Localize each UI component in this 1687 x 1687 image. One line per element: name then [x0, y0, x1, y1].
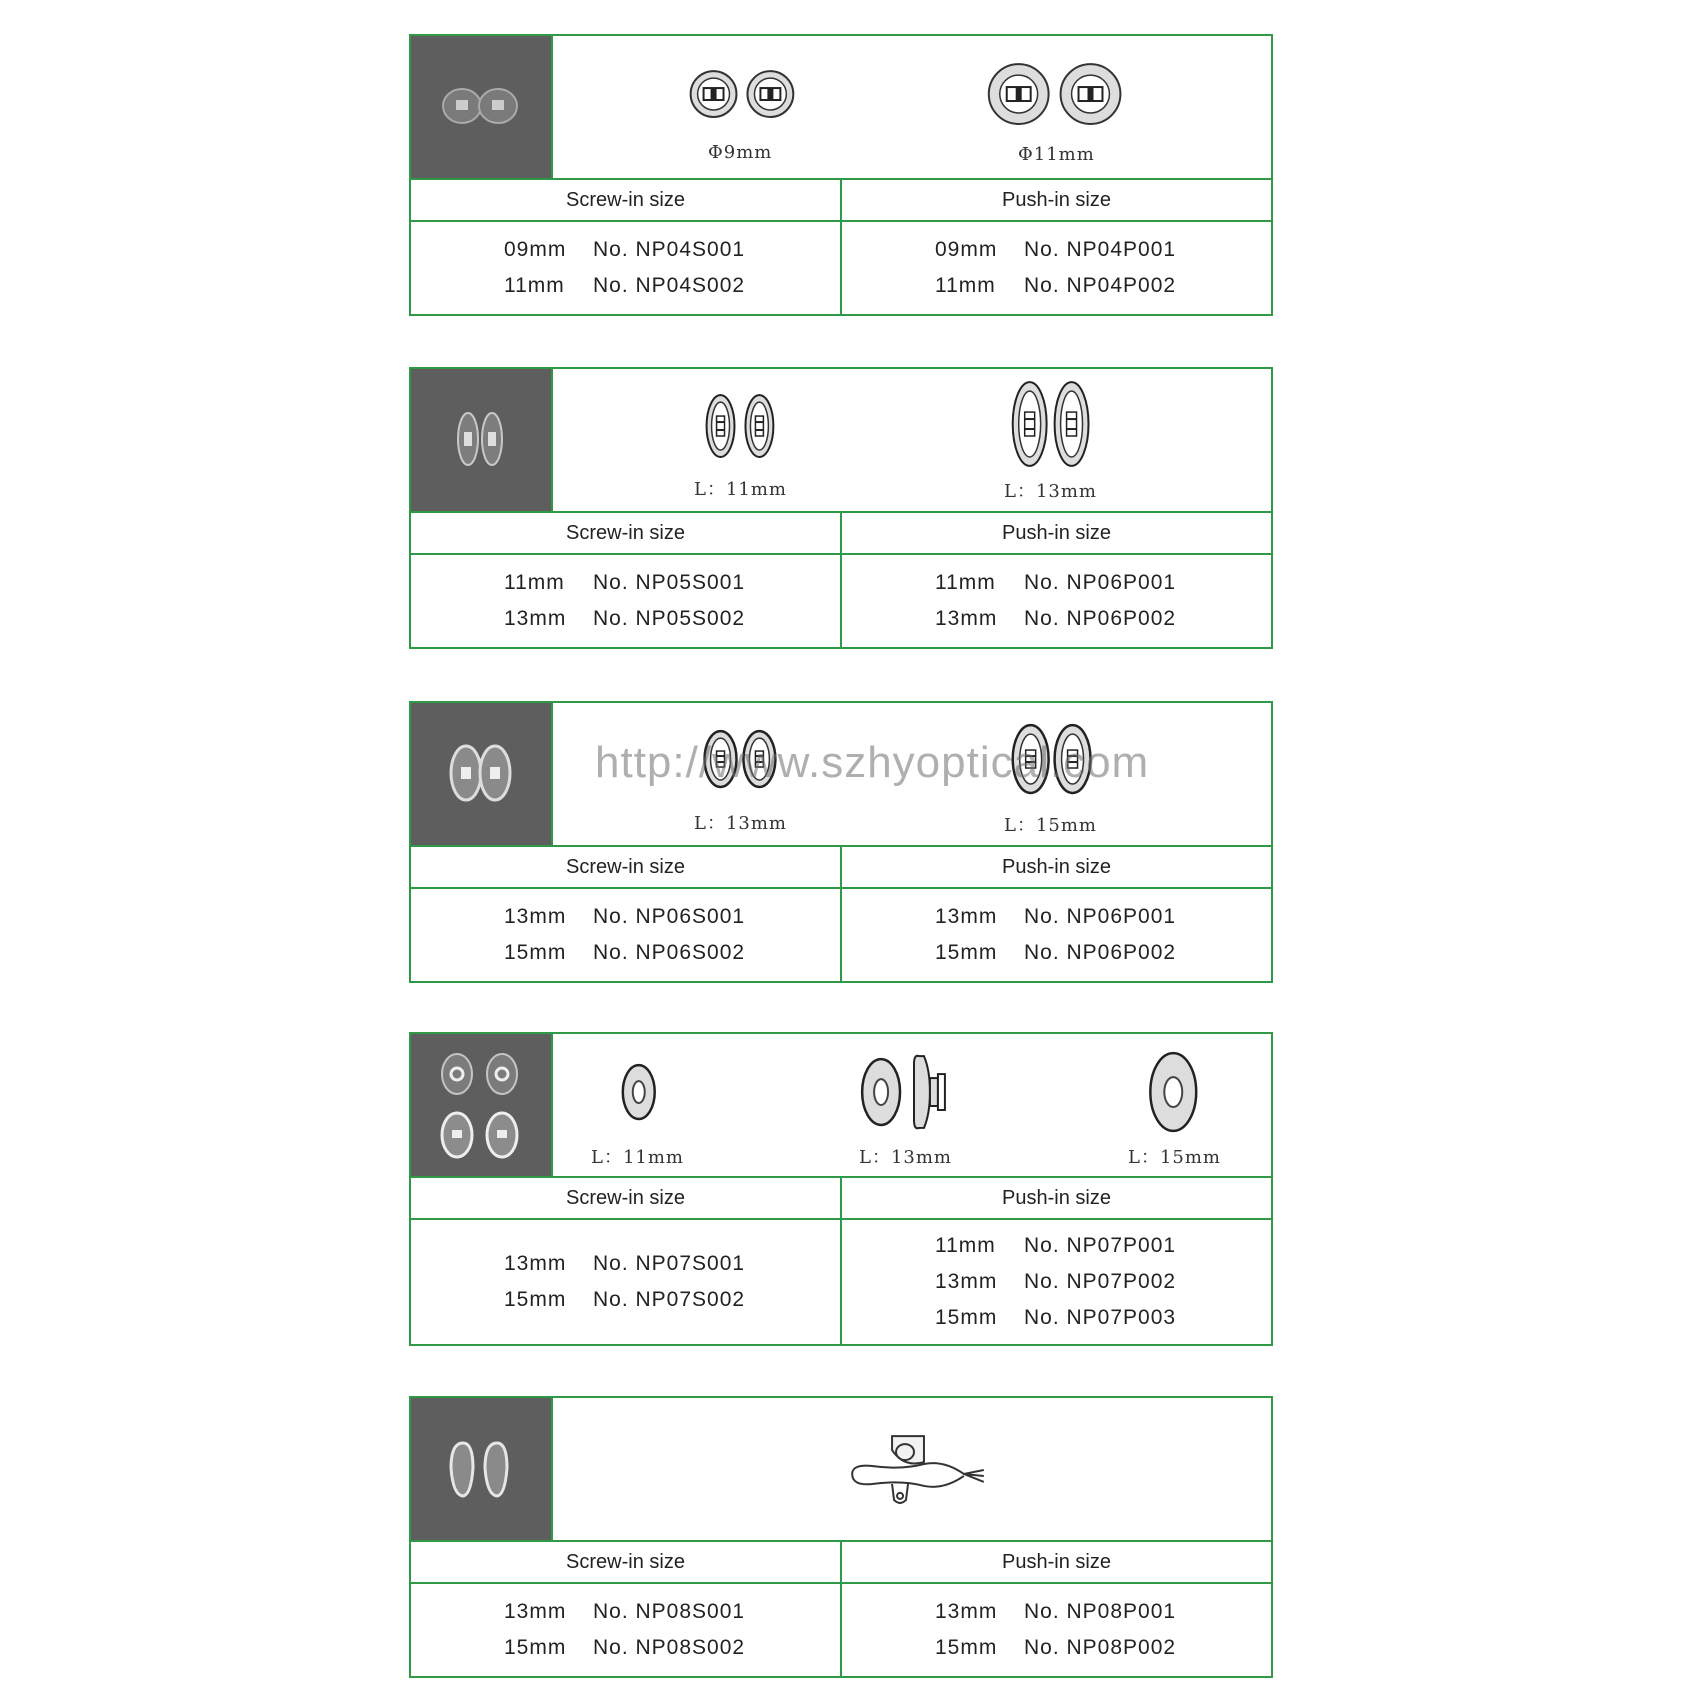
card-image-area: [411, 36, 1271, 180]
model-numbers: [411, 889, 1271, 981]
push-pad-13mm-drawing: [862, 1056, 945, 1128]
push-in-header: Push-in size: [1002, 1550, 1111, 1573]
wide-oval-pad-15mm-drawing: [1013, 725, 1091, 793]
screw-in-header: Screw-in size: [411, 847, 842, 887]
dimension-label: L：11mm: [591, 1147, 684, 1168]
size-row: [935, 1300, 1176, 1336]
product-photo: [411, 1034, 551, 1176]
oval-pad-11mm-drawing: [707, 395, 774, 457]
model-numbers: [411, 222, 1271, 314]
push-in-header: Push-in size: [1002, 521, 1111, 544]
model-number: No. NP04S001: [593, 238, 746, 261]
size-value: 15mm: [935, 1636, 998, 1659]
dimension-label: L：11mm: [694, 479, 787, 500]
size-row: [935, 1594, 1176, 1630]
size-row: [504, 1246, 745, 1282]
size-row: [935, 1264, 1176, 1300]
dimension-label: L：15mm: [1004, 815, 1097, 836]
model-number: No. NP08P001: [1024, 1600, 1177, 1623]
model-number: No. NP07S001: [593, 1252, 746, 1275]
size-value: 15mm: [504, 1288, 567, 1311]
dimension-label: L：13mm: [1004, 481, 1097, 502]
size-row: [504, 232, 745, 268]
screw-in-column: [411, 555, 842, 647]
size-row: [935, 565, 1176, 601]
product-card-np07: [409, 1032, 1273, 1346]
model-number: No. NP06S001: [593, 905, 746, 928]
size-value: 09mm: [504, 238, 567, 261]
push-pad-11mm-drawing: [623, 1065, 655, 1119]
technical-diagram: [551, 1034, 1271, 1176]
product-card-np06: [409, 701, 1273, 983]
size-row: [504, 601, 745, 637]
size-value: 13mm: [935, 1270, 998, 1293]
size-row: [504, 899, 745, 935]
size-value: 13mm: [935, 905, 998, 928]
model-number: No. NP06P001: [1024, 905, 1177, 928]
model-number: No. NP06S002: [593, 941, 746, 964]
model-number: No. NP07P001: [1024, 1234, 1177, 1257]
technical-diagram: [551, 703, 1271, 845]
size-value: 13mm: [504, 905, 567, 928]
product-photo: [411, 36, 551, 178]
size-value: 15mm: [935, 1306, 998, 1329]
model-numbers: [411, 555, 1271, 647]
size-value: 13mm: [504, 607, 567, 630]
model-number: No. NP05S002: [593, 607, 746, 630]
product-photo: [411, 1398, 551, 1540]
dimension-label: Φ11mm: [1018, 144, 1095, 165]
screw-in-header: Screw-in size: [411, 180, 842, 220]
size-value: 09mm: [935, 238, 998, 261]
card-image-area: [411, 1398, 1271, 1542]
size-row: [935, 1630, 1176, 1666]
round-pad-9mm-drawing: [691, 71, 794, 117]
product-card-np08: [409, 1396, 1273, 1678]
push-in-column: [842, 1220, 1271, 1344]
size-value: 11mm: [504, 274, 565, 297]
push-in-column: [842, 889, 1271, 981]
model-number: No. NP06P002: [1024, 941, 1177, 964]
model-number: No. NP04P001: [1024, 238, 1177, 261]
model-number: No. NP08S002: [593, 1636, 746, 1659]
size-header-row: [411, 847, 1271, 889]
size-header-row: [411, 180, 1271, 222]
size-value: 13mm: [935, 607, 998, 630]
product-photo: [411, 703, 551, 845]
push-in-column: [842, 555, 1271, 647]
dimension-label: L：15mm: [1128, 1147, 1221, 1168]
model-number: No. NP04S002: [593, 274, 746, 297]
size-row: [504, 1630, 745, 1666]
size-row: [504, 1594, 745, 1630]
size-value: 15mm: [504, 941, 567, 964]
model-number: No. NP06P002: [1024, 607, 1177, 630]
card-image-area: [411, 1034, 1271, 1178]
screw-in-column: [411, 889, 842, 981]
teardrop-pad-side-drawing: [852, 1436, 984, 1503]
push-in-column: [842, 1584, 1271, 1676]
size-row: [935, 1228, 1176, 1264]
size-value: 11mm: [935, 571, 996, 594]
size-row: [935, 232, 1176, 268]
size-value: 15mm: [935, 941, 998, 964]
size-header-row: [411, 1178, 1271, 1220]
screw-in-header: Screw-in size: [411, 1542, 842, 1582]
model-number: No. NP07P002: [1024, 1270, 1177, 1293]
screw-in-column: [411, 222, 842, 314]
model-numbers: [411, 1584, 1271, 1676]
size-value: 13mm: [504, 1600, 567, 1623]
size-row: [504, 268, 745, 304]
size-row: [935, 268, 1176, 304]
oval-pad-13mm-drawing: [1013, 382, 1089, 466]
dimension-label: L：13mm: [859, 1147, 952, 1168]
technical-diagram: [551, 369, 1271, 511]
model-number: No. NP08P002: [1024, 1636, 1177, 1659]
size-row: [504, 1282, 745, 1318]
push-in-column: [842, 222, 1271, 314]
model-number: No. NP04P002: [1024, 274, 1177, 297]
push-in-header: Push-in size: [1002, 188, 1111, 211]
model-number: No. NP08S001: [593, 1600, 746, 1623]
size-header-row: [411, 513, 1271, 555]
round-pad-11mm-drawing: [989, 64, 1121, 124]
card-image-area: [411, 703, 1271, 847]
push-pad-15mm-drawing: [1150, 1053, 1196, 1131]
card-image-area: [411, 369, 1271, 513]
screw-in-column: [411, 1220, 842, 1344]
product-photo: [411, 369, 551, 511]
model-number: No. NP06P001: [1024, 571, 1177, 594]
size-header-row: [411, 1542, 1271, 1584]
model-number: No. NP05S001: [593, 571, 746, 594]
product-card-np04: [409, 34, 1273, 316]
size-value: 11mm: [504, 571, 565, 594]
model-number: No. NP07P003: [1024, 1306, 1177, 1329]
screw-in-column: [411, 1584, 842, 1676]
website-watermark: http://www.szhyoptical.com: [595, 738, 1150, 787]
size-value: 13mm: [935, 1600, 998, 1623]
size-row: [504, 935, 745, 971]
size-row: [935, 601, 1176, 637]
size-value: 11mm: [935, 1234, 996, 1257]
screw-in-header: Screw-in size: [411, 513, 842, 553]
dimension-label: L：13mm: [694, 813, 787, 834]
size-value: 15mm: [504, 1636, 567, 1659]
size-value: 13mm: [504, 1252, 567, 1275]
dimension-label: Φ9mm: [708, 142, 773, 163]
size-value: 11mm: [935, 274, 996, 297]
size-row: [504, 565, 745, 601]
wide-oval-pad-13mm-drawing: [705, 731, 776, 787]
product-card-np05: [409, 367, 1273, 649]
technical-diagram: [551, 1398, 1271, 1540]
model-number: No. NP07S002: [593, 1288, 746, 1311]
size-row: [935, 935, 1176, 971]
push-in-header: Push-in size: [1002, 855, 1111, 878]
screw-in-header: Screw-in size: [411, 1178, 842, 1218]
size-row: [935, 899, 1176, 935]
push-in-header: Push-in size: [1002, 1186, 1111, 1209]
technical-diagram: [551, 36, 1271, 178]
model-numbers: [411, 1220, 1271, 1344]
